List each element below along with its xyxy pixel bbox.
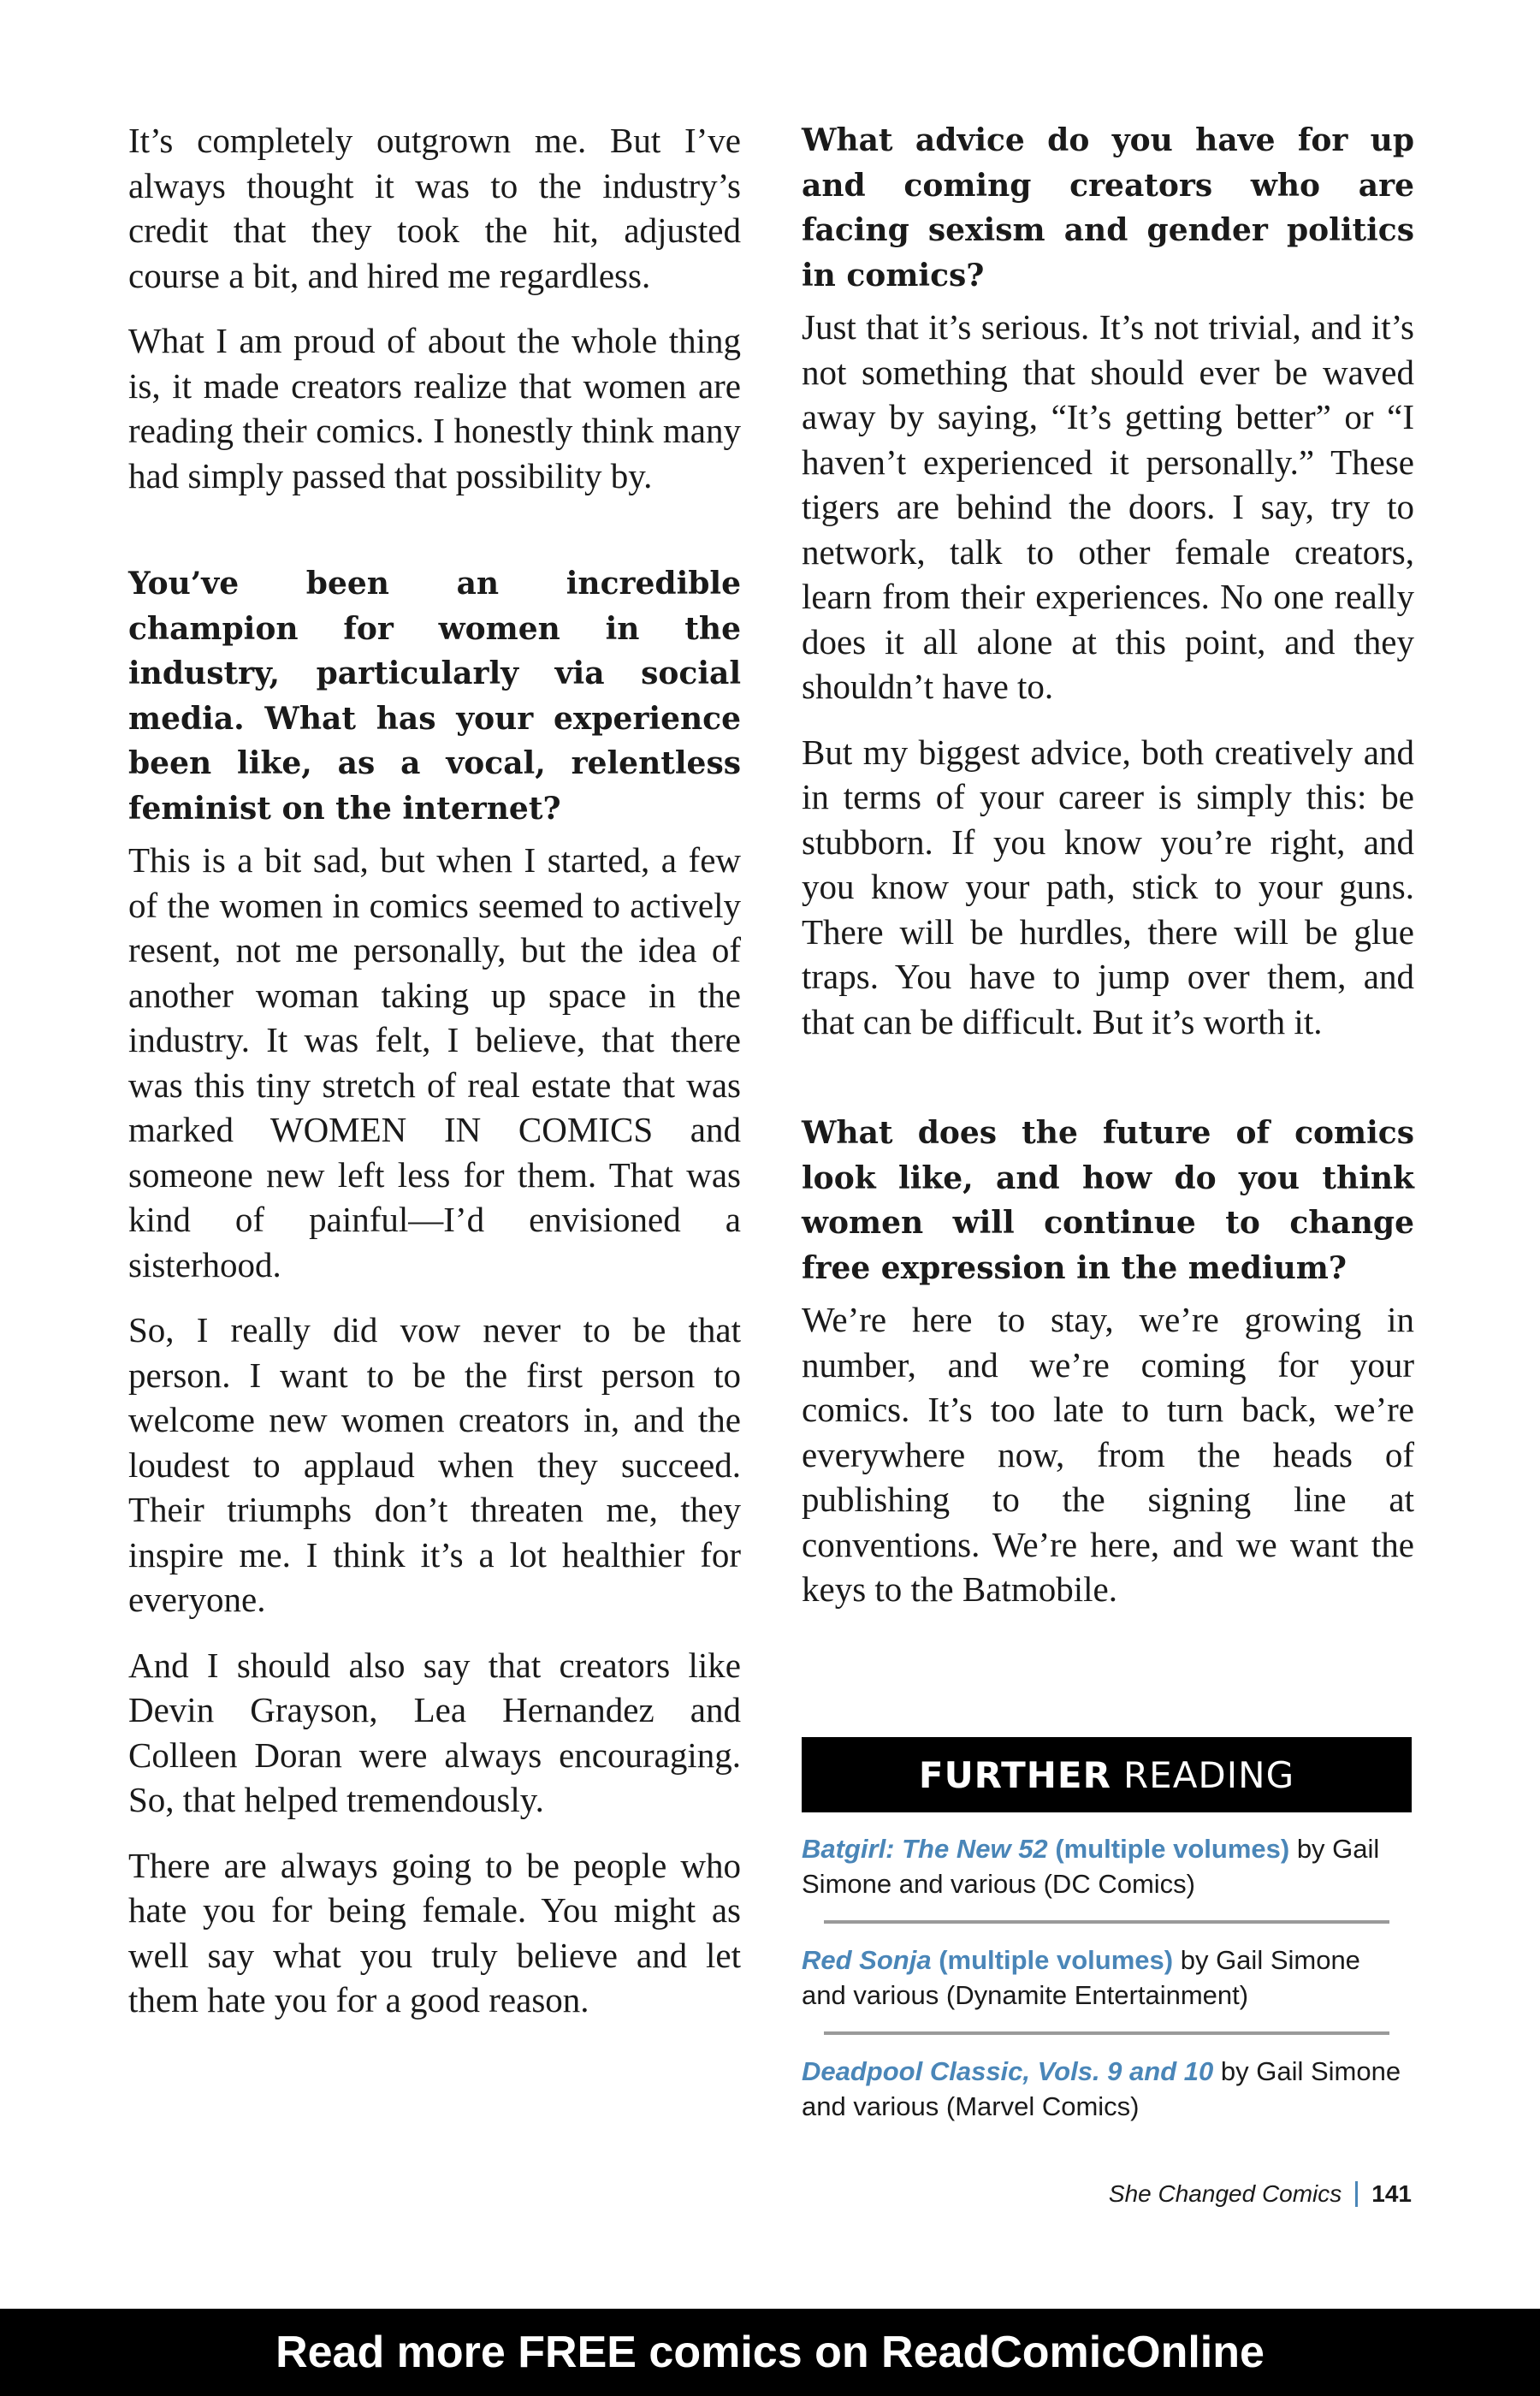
page-number: 141 [1371, 2180, 1412, 2207]
section-gap [128, 519, 741, 561]
reading-credit: by Gail Simone and various (Dynamite Entertainment) [802, 1945, 1360, 2010]
reading-note: (multiple volumes) [1055, 1834, 1290, 1864]
folio-divider [1355, 2181, 1358, 2207]
reading-item [802, 2054, 1412, 2124]
reading-note: (multiple volumes) [939, 1945, 1174, 1975]
body-paragraph: It’s completely outgrown me. But I’ve always thought it was to the industry’s credit that they took the hit, adjusted course a bit, and hired me regardless. [128, 121, 741, 295]
divider [824, 2031, 1389, 2035]
body-paragraph: What I am proud of about the whole thing is, it made creators realize that women are reading their comics. I honestly think many had simply passed that possibility by. [128, 321, 741, 495]
further-reading-heading [802, 1737, 1412, 1812]
reading-title: Red Sonja [802, 1945, 932, 1975]
interview-question: You’ve been an incredible champion for women in the industry, particularly via social media. What has your experience been like, as a vocal, relentless feminist on the internet? [128, 566, 741, 827]
interview-question: What does the future of comics look like, and how do you think women will continue to change free expression in the medium? [802, 1115, 1414, 1286]
promo-banner-text: Read more FREE comics on ReadComicOnline [275, 2328, 1265, 2377]
interview-question: What advice do you have for up and coming creators who are facing sexism and gender politics in comics? [802, 122, 1414, 294]
heading-light-word: READING [1122, 1753, 1295, 1796]
reading-item [802, 1942, 1412, 2013]
body-paragraph: So, I really did vow never to be that person. I want to be the first person to welcome new women creators in, and the loudest to applaud when they succeed. Their triumphs don’t threaten me, they inspire me. I think it’s a lot healthier for everyone. [128, 1310, 741, 1619]
body-paragraph: Just that it’s serious. It’s not trivial, and it’s not something that should ever be waved away by saying, “It’s getting better” or “I haven’t experienced it personally.” These tigers are behind the doors. I say, try to network, talk to other female creators, learn from their experiences. No one really does it all alone at this point, and they shouldn’t have to. [802, 307, 1414, 706]
body-paragraph: There are always going to be people who hate you for being female. You might as well say what you truly believe and let them hate you for a good reason. [128, 1845, 741, 2019]
heading-bold-word: FURTHER [918, 1753, 1111, 1796]
book-title: She Changed Comics [1108, 2180, 1342, 2207]
left-column [128, 118, 741, 2043]
further-reading-list [802, 1831, 1412, 2124]
reading-credit: by Gail Simone and various (Marvel Comics) [802, 2056, 1401, 2121]
body-paragraph: This is a bit sad, but when I started, a few of the women in comics seemed to actively resent, not me personally, but the idea of another woman taking up space in the industry. It was felt, I believe, that there was this tiny stretch of real estate that was marked WOMEN IN COMICS and someone new left less for them. That was kind of painful—I’d envisioned a sisterhood. [128, 840, 741, 1284]
reading-item [802, 1831, 1412, 1901]
page-folio [1109, 2180, 1412, 2208]
reading-title: Batgirl: The New 52 [802, 1834, 1048, 1864]
right-column [802, 118, 1414, 1633]
section-gap [802, 1065, 1414, 1111]
promo-banner[interactable] [0, 2309, 1540, 2396]
divider [824, 1920, 1389, 1924]
reading-credit: by Gail Simone and various (DC Comics) [802, 1834, 1380, 1899]
reading-title: Deadpool Classic, Vols. 9 and 10 [802, 2056, 1214, 2086]
body-paragraph: We’re here to stay, we’re growing in number, and we’re coming for your comics. It’s too late to turn back, we’re everywhere now, from the heads of publishing to the signing line at conventions. We’re here, and we want the keys to the Batmobile. [802, 1300, 1414, 1609]
body-paragraph: But my biggest advice, both creatively and in terms of your career is simply this: be stubborn. If you know you’re right, and you know your path, stick to your guns. There will be hurdles, there will be glue traps. You have to jump over them, and that can be difficult. But it’s worth it. [802, 732, 1414, 1041]
body-paragraph: And I should also say that creators like Devin Grayson, Lea Hernandez and Colleen Doran were always encouraging. So, that helped tremendously. [128, 1645, 741, 1819]
